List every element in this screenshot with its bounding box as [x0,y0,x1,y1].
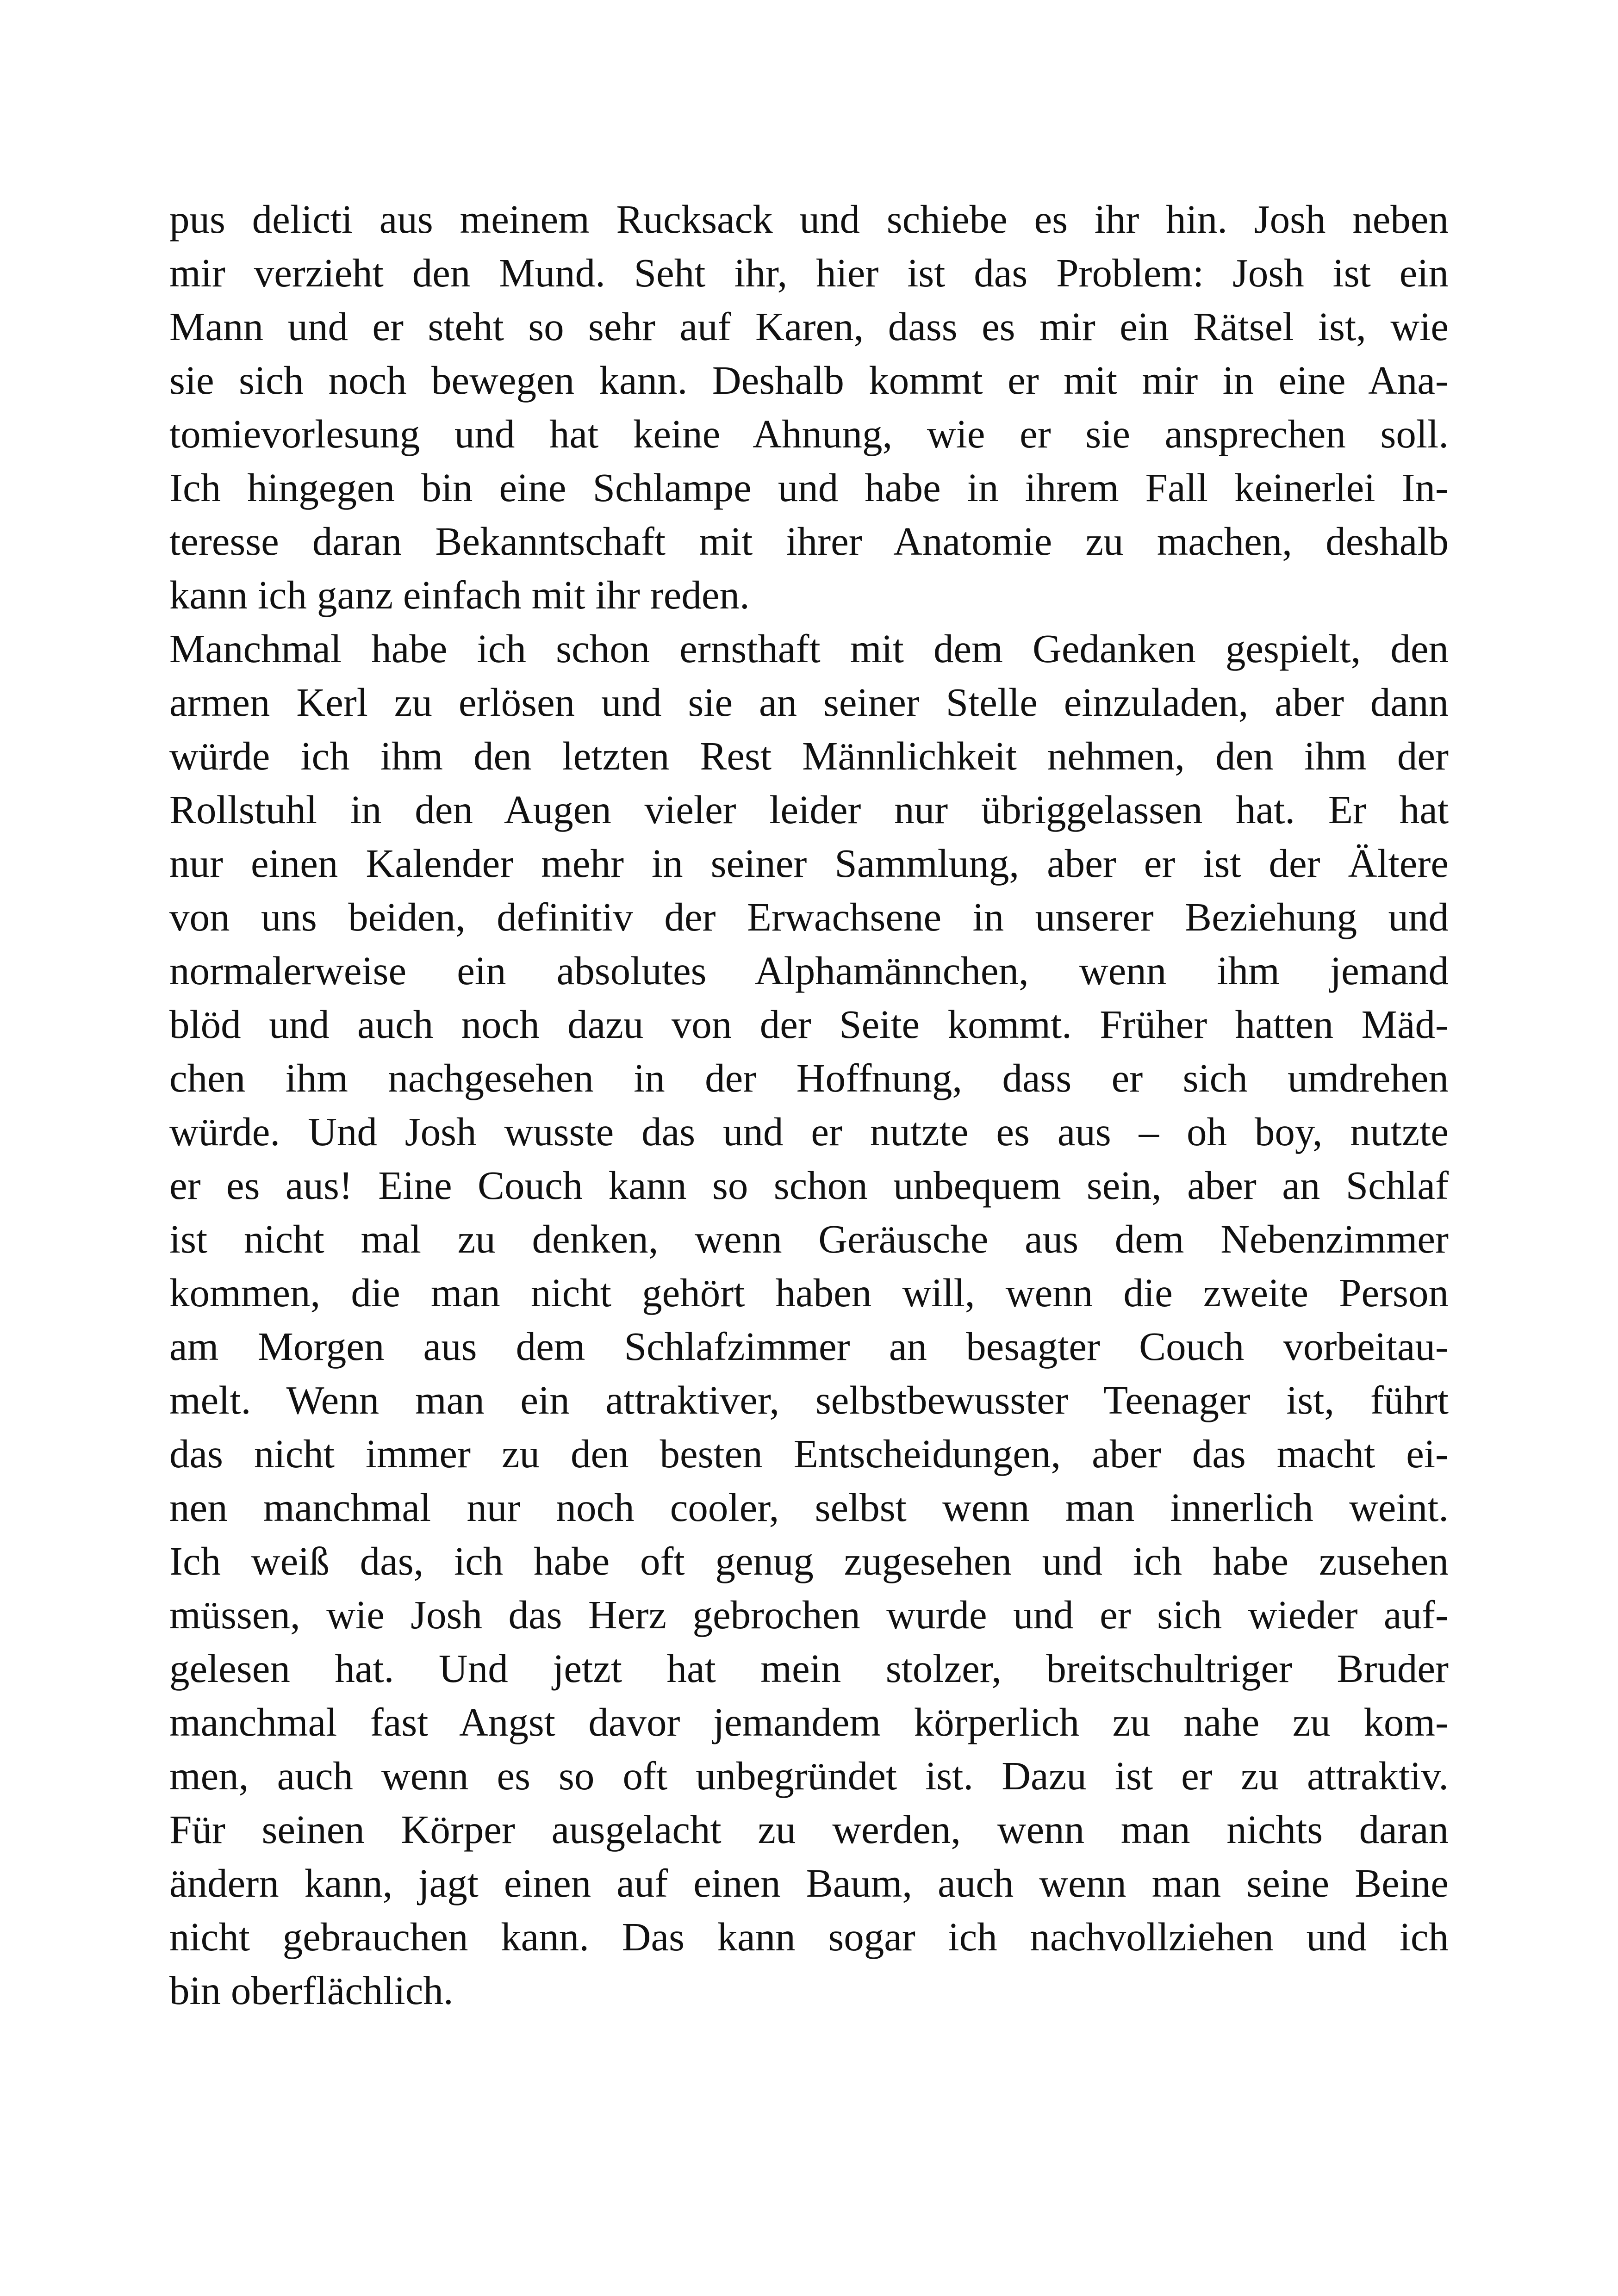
text-line: Manchmal habe ich schon ernsthaft mit dem Gedanken gespielt, den [169,626,1449,671]
text-line: blöd und auch noch dazu von der Seite kommt. Früher hatten Mäd- [169,1002,1449,1047]
text-line: das nicht immer zu den besten Entscheidungen, aber das macht ei- [169,1431,1449,1476]
text-line: Rollstuhl in den Augen vieler leider nur übriggelassen hat. Er hat [169,787,1449,832]
text-line: nicht gebrauchen kann. Das kann sogar ich nachvollziehen und ich [169,1914,1449,1959]
text-line: kommen, die man nicht gehört haben will, wenn die zweite Person [169,1270,1449,1315]
text-line: nen manchmal nur noch cooler, selbst wenn man innerlich weint. [169,1485,1449,1530]
text-line: würde. Und Josh wusste das und er nutzte es aus – oh boy, nutzte [169,1109,1449,1154]
text-line: mir verzieht den Mund. Seht ihr, hier ist das Problem: Josh ist ein [169,250,1449,295]
text-line: Mann und er steht so sehr auf Karen, dass es mir ein Rätsel ist, wie [169,304,1449,349]
text-line: men, auch wenn es so oft unbegründet ist. Dazu ist er zu attraktiv. [169,1753,1449,1798]
text-line: ändern kann, jagt einen auf einen Baum, auch wenn man seine Beine [169,1861,1449,1905]
text-line: nur einen Kalender mehr in seiner Sammlung, aber er ist der Ältere [169,841,1449,886]
text-line: gelesen hat. Und jetzt hat mein stolzer, breitschultriger Bruder [169,1646,1449,1691]
text-line: ist nicht mal zu denken, wenn Geräusche aus dem Nebenzimmer [169,1216,1449,1261]
text-line: teresse daran Bekanntschaft mit ihrer Anatomie zu machen, deshalb [169,519,1449,564]
text-line: normalerweise ein absolutes Alphamännchen, wenn ihm jemand [169,948,1449,993]
text-line: chen ihm nachgesehen in der Hoffnung, dass er sich umdrehen [169,1055,1449,1100]
text-line: müssen, wie Josh das Herz gebrochen wurde und er sich wieder auf- [169,1592,1449,1637]
text-line: melt. Wenn man ein attraktiver, selbstbewusster Teenager ist, führt [169,1378,1449,1422]
text-line: sie sich noch bewegen kann. Deshalb kommt er mit mir in eine Ana- [169,358,1449,403]
text-line: am Morgen aus dem Schlafzimmer an besagter Couch vorbeitau- [169,1324,1449,1369]
paragraph-end-line: bin oberflächlich. [169,1968,454,2013]
text-line: tomievorlesung und hat keine Ahnung, wie er sie ansprechen soll. [169,411,1449,456]
body-text [169,192,1449,2017]
text-line: manchmal fast Angst davor jemandem körperlich zu nahe zu kom- [169,1700,1449,1744]
text-line: würde ich ihm den letzten Rest Männlichkeit nehmen, den ihm der [169,733,1449,778]
text-line: Ich weiß das, ich habe oft genug zugesehen und ich habe zusehen [169,1539,1449,1583]
text-line: armen Kerl zu erlösen und sie an seiner Stelle einzuladen, aber dann [169,680,1449,725]
text-line: von uns beiden, definitiv der Erwachsene in unserer Beziehung und [169,894,1449,939]
text-line: Für seinen Körper ausgelacht zu werden, wenn man nichts daran [169,1807,1449,1852]
text-line: Ich hingegen bin eine Schlampe und habe in ihrem Fall keinerlei In- [169,465,1449,510]
paragraph-end-line: kann ich ganz einfach mit ihr reden. [169,572,750,617]
text-line: pus delicti aus meinem Rucksack und schiebe es ihr hin. Josh neben [169,197,1449,242]
text-line: er es aus! Eine Couch kann so schon unbequem sein, aber an Schlaf [169,1163,1449,1208]
